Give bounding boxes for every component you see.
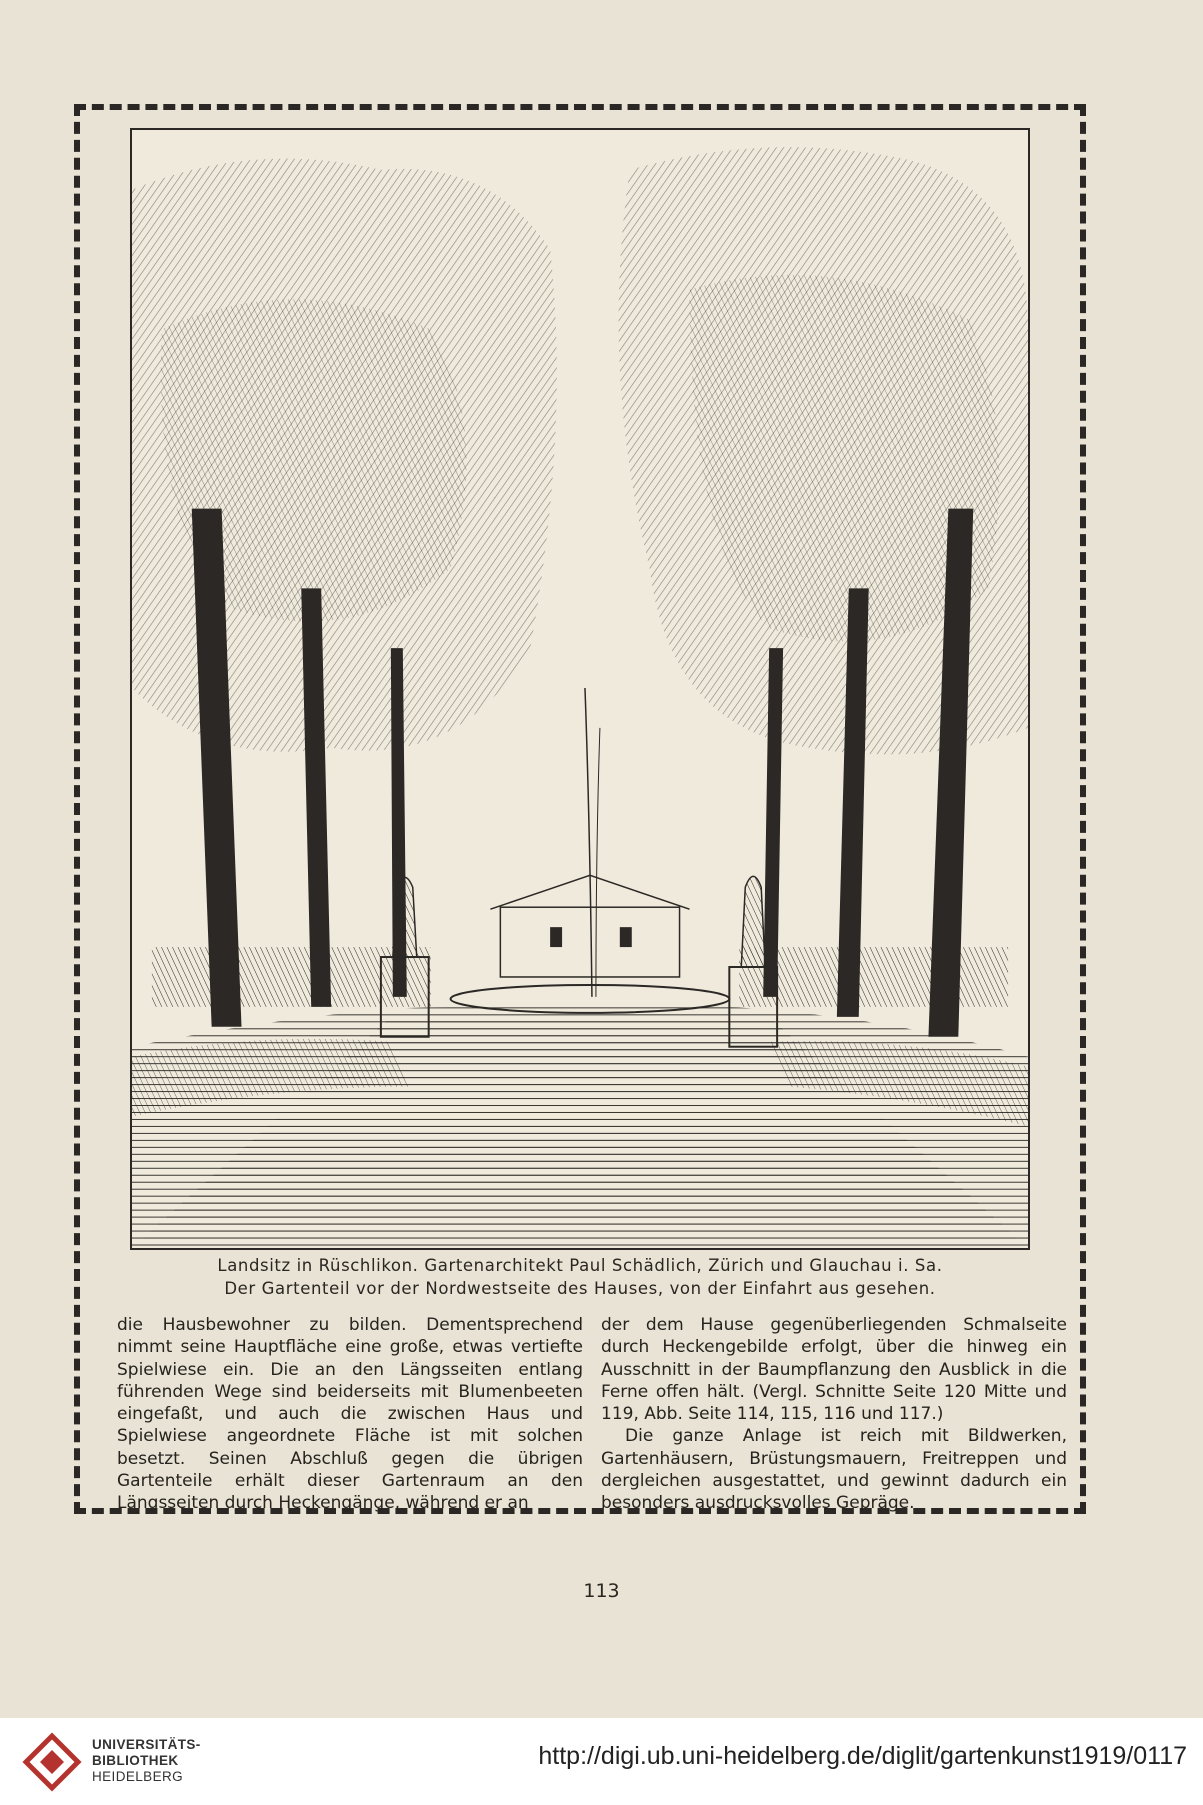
left-paragraph: die Hausbewohner zu bilden. Dementsprechend nimmt seine Hauptfläche eine große, etwas vertiefte Spielwiese ein. Die an den Längsseiten entlang führenden Wege sind beiderseits mit Blumenbeeten eingefaßt, und auch die zwischen Haus und Spielwiese angeordnete Fläche ist mit solchen besetzt. Seinen Abschluß gegen die übrigen Gartenteile erhält dieser Gartenraum an den Längsseiten durch Heckengänge, während er an: [117, 1315, 583, 1514]
library-logo-icon: [22, 1732, 82, 1792]
library-name: [92, 1737, 201, 1785]
right-paragraph-2: Die ganze Anlage ist reich mit Bildwerken, Gartenhäusern, Brüstungsmauern, Freitreppen und dergleichen ausgestattet, und gewinnt dadurch ein besonders ausdrucksvolles Gepräge.: [601, 1426, 1067, 1514]
figure-caption: [130, 1254, 1030, 1300]
source-url[interactable]: http://digi.ub.uni-heidelberg.de/diglit/gartenkunst1919/0117: [538, 1742, 1187, 1770]
page-number: 113: [583, 1580, 620, 1602]
caption-line-1: Landsitz in Rüschlikon. Gartenarchitekt Paul Schädlich, Zürich und Glauchau i. Sa.: [217, 1256, 943, 1275]
library-name-line-3: HEIDELBERG: [92, 1769, 184, 1784]
garden-illustration: [130, 128, 1030, 1250]
left-text-column: [117, 1314, 583, 1515]
right-text-column: [601, 1314, 1067, 1515]
garden-drawing: [132, 130, 1028, 1248]
library-name-line-2: BIBLIOTHEK: [92, 1753, 179, 1768]
caption-line-2: Der Gartenteil vor der Nordwestseite des Hauses, von der Einfahrt aus gesehen.: [224, 1279, 936, 1298]
library-footer: [0, 1718, 1203, 1805]
library-name-line-1: UNIVERSITÄTS-: [92, 1737, 201, 1752]
right-paragraph-1: der dem Hause gegenüberliegenden Schmalseite durch Heckengebilde erfolgt, über die hinweg ein Ausschnitt in der Baumpflanzung den Ausblick in die Ferne offen hält. (Vergl. Schnitte Seite 120 Mitte und 119, Abb. Seite 114, 115, 116 und 117.): [601, 1315, 1067, 1425]
